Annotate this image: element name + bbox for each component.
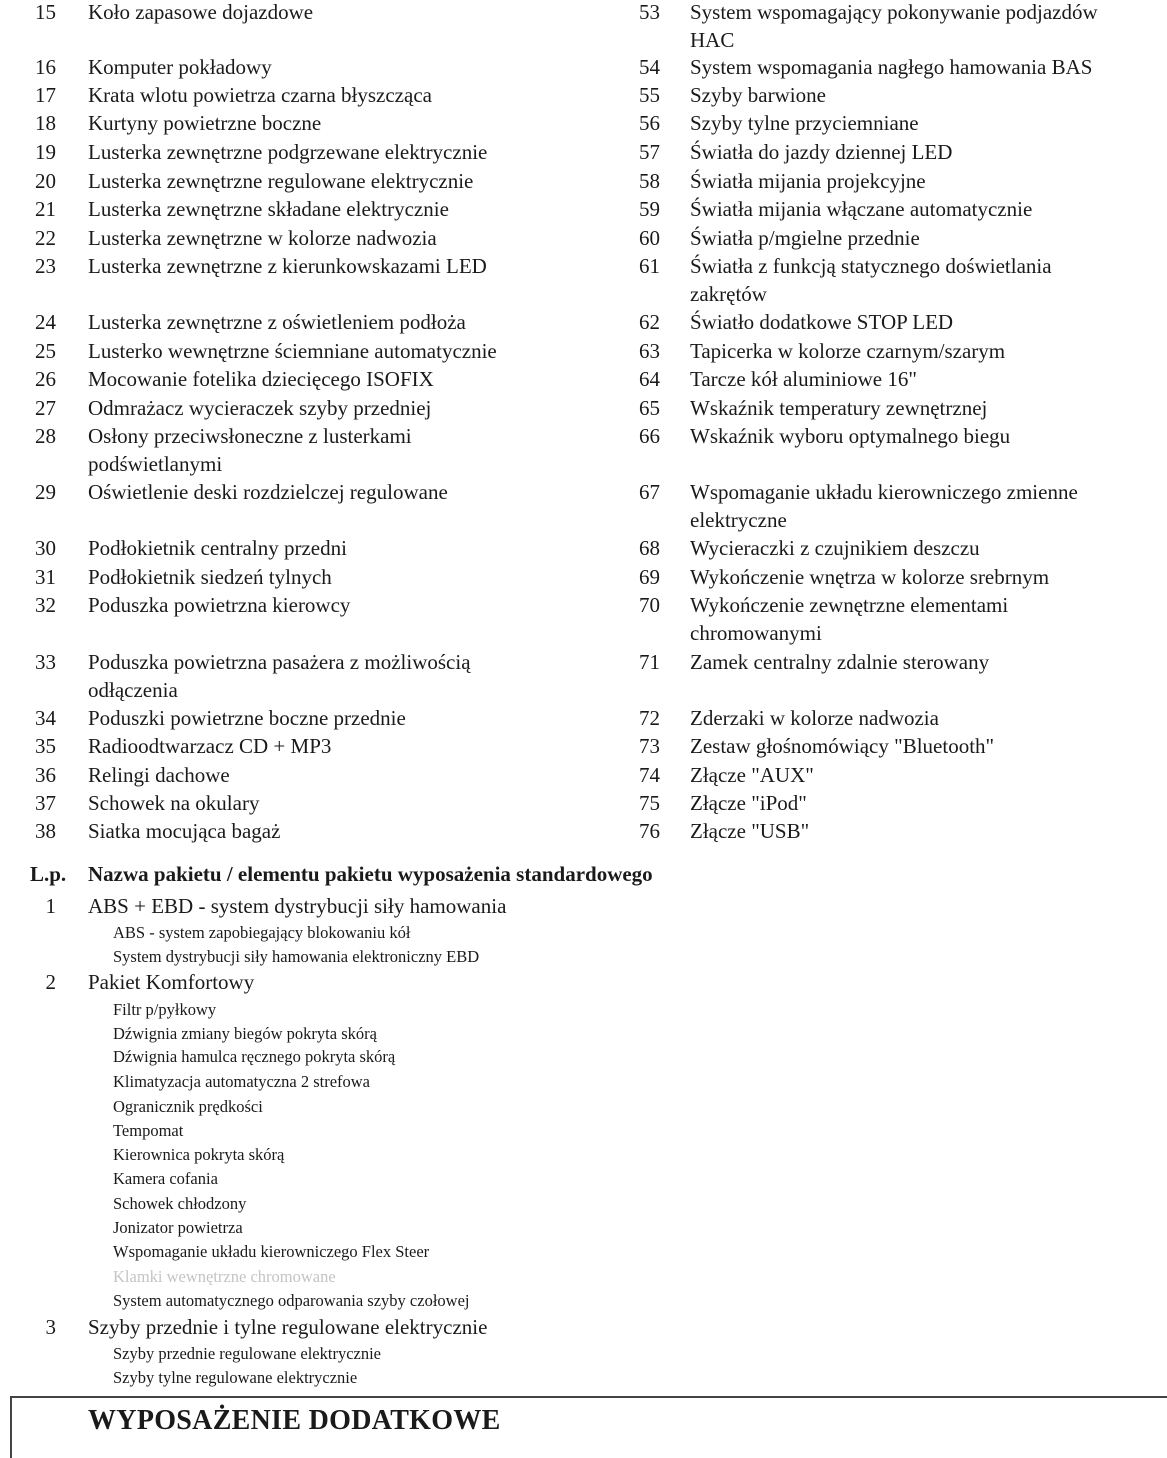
item-number: 53 bbox=[639, 0, 660, 24]
item-number: 21 bbox=[35, 197, 56, 221]
item-text: Lusterka zewnętrzne z kierunkowskazami LED bbox=[88, 254, 487, 278]
package-element: Tempomat bbox=[113, 1121, 184, 1140]
item-number: 33 bbox=[35, 650, 56, 674]
package-name: Szyby przednie i tylne regulowane elektrycznie bbox=[88, 1315, 488, 1339]
item-number: 37 bbox=[35, 791, 56, 815]
item-number: 59 bbox=[639, 197, 660, 221]
item-number: 34 bbox=[35, 706, 56, 730]
item-text: Komputer pokładowy bbox=[88, 55, 272, 79]
item-number: 17 bbox=[35, 83, 56, 107]
item-text: HAC bbox=[690, 28, 735, 52]
item-text: System wspomagania nagłego hamowania BAS bbox=[690, 55, 1093, 79]
item-text: Wskaźnik temperatury zewnętrznej bbox=[690, 396, 988, 420]
item-number: 16 bbox=[35, 55, 56, 79]
item-number: 64 bbox=[639, 367, 660, 391]
item-text: Światła z funkcją statycznego doświetlania bbox=[690, 254, 1052, 278]
item-text: odłączenia bbox=[88, 678, 178, 702]
item-text: Zestaw głośnomówiący "Bluetooth" bbox=[690, 734, 995, 758]
item-number: 76 bbox=[639, 819, 660, 843]
item-text: Wspomaganie układu kierowniczego zmienne bbox=[690, 480, 1078, 504]
item-number: 27 bbox=[35, 396, 56, 420]
item-number: 73 bbox=[639, 734, 660, 758]
item-text: elektryczne bbox=[690, 508, 787, 532]
item-text: Lusterka zewnętrzne z oświetleniem podłoża bbox=[88, 310, 466, 334]
item-text: Światła p/mgielne przednie bbox=[690, 226, 920, 250]
item-text: Koło zapasowe dojazdowe bbox=[88, 0, 314, 24]
item-number: 20 bbox=[35, 169, 56, 193]
item-number: 61 bbox=[639, 254, 660, 278]
item-text: Tarcze kół aluminiowe 16" bbox=[690, 367, 917, 391]
item-number: 58 bbox=[639, 169, 660, 193]
item-text: Radioodtwarzacz CD + MP3 bbox=[88, 734, 332, 758]
item-text: Zamek centralny zdalnie sterowany bbox=[690, 650, 990, 674]
item-number: 70 bbox=[639, 593, 660, 617]
item-text: Podłokietnik centralny przedni bbox=[88, 536, 347, 560]
item-text: Światła do jazdy dziennej LED bbox=[690, 140, 953, 164]
item-number: 71 bbox=[639, 650, 660, 674]
item-number: 72 bbox=[639, 706, 660, 730]
item-number: 75 bbox=[639, 791, 660, 815]
package-element: Ogranicznik prędkości bbox=[113, 1097, 263, 1116]
package-name: ABS + EBD - system dystrybucji siły hamowania bbox=[88, 894, 507, 918]
item-text: Lusterka zewnętrzne regulowane elektrycznie bbox=[88, 169, 474, 193]
item-number: 29 bbox=[35, 480, 56, 504]
item-text: Szyby barwione bbox=[690, 83, 826, 107]
package-element: Szyby przednie regulowane elektrycznie bbox=[113, 1344, 382, 1363]
item-number: 62 bbox=[639, 310, 660, 334]
item-number: 65 bbox=[639, 396, 660, 420]
package-element: Kierownica pokryta skórą bbox=[113, 1145, 285, 1164]
item-text: chromowanymi bbox=[690, 621, 822, 645]
item-number: 26 bbox=[35, 367, 56, 391]
item-text: Światła mijania projekcyjne bbox=[690, 169, 926, 193]
item-text: Osłony przeciwsłoneczne z lusterkami bbox=[88, 424, 412, 448]
item-text: Mocowanie fotelika dziecięcego ISOFIX bbox=[88, 367, 434, 391]
package-number: 3 bbox=[45, 1315, 56, 1339]
item-number: 68 bbox=[639, 536, 660, 560]
item-number: 60 bbox=[639, 226, 660, 250]
package-number: 2 bbox=[45, 970, 56, 994]
item-number: 19 bbox=[35, 140, 56, 164]
item-number: 28 bbox=[35, 424, 56, 448]
package-element: Wspomaganie układu kierowniczego Flex Steer bbox=[113, 1242, 430, 1261]
item-number: 66 bbox=[639, 424, 660, 448]
package-element: ABS - system zapobiegający blokowaniu kół bbox=[113, 923, 411, 942]
item-text: Lusterka zewnętrzne składane elektrycznie bbox=[88, 197, 449, 221]
item-text: Światła mijania włączane automatycznie bbox=[690, 197, 1033, 221]
item-number: 63 bbox=[639, 339, 660, 363]
item-number: 54 bbox=[639, 55, 660, 79]
item-text: Zderzaki w kolorze nadwozia bbox=[690, 706, 939, 730]
item-text: Schowek na okulary bbox=[88, 791, 260, 815]
package-element: Klamki wewnętrzne chromowane bbox=[113, 1267, 336, 1286]
item-number: 55 bbox=[639, 83, 660, 107]
item-number: 15 bbox=[35, 0, 56, 24]
item-number: 38 bbox=[35, 819, 56, 843]
package-name: Pakiet Komfortowy bbox=[88, 970, 255, 994]
item-number: 35 bbox=[35, 734, 56, 758]
item-text: Szyby tylne przyciemniane bbox=[690, 111, 919, 135]
item-text: Poduszki powietrzne boczne przednie bbox=[88, 706, 406, 730]
item-text: Wykończenie wnętrza w kolorze srebrnym bbox=[690, 565, 1050, 589]
item-text: Poduszka powietrzna pasażera z możliwością bbox=[88, 650, 471, 674]
item-number: 74 bbox=[639, 763, 660, 787]
item-number: 69 bbox=[639, 565, 660, 589]
package-element: System dystrybucji siły hamowania elektroniczny EBD bbox=[113, 947, 480, 966]
item-text: Złącze "USB" bbox=[690, 819, 810, 843]
item-text: Lusterka zewnętrzne w kolorze nadwozia bbox=[88, 226, 437, 250]
item-number: 32 bbox=[35, 593, 56, 617]
item-number: 24 bbox=[35, 310, 56, 334]
item-number: 30 bbox=[35, 536, 56, 560]
package-element: Szyby tylne regulowane elektrycznie bbox=[113, 1368, 358, 1387]
item-text: Relingi dachowe bbox=[88, 763, 230, 787]
package-element: Filtr p/pyłkowy bbox=[113, 1000, 217, 1019]
item-number: 25 bbox=[35, 339, 56, 363]
package-element: Klimatyzacja automatyczna 2 strefowa bbox=[113, 1072, 371, 1091]
item-number: 56 bbox=[639, 111, 660, 135]
item-number: 31 bbox=[35, 565, 56, 589]
item-number: 36 bbox=[35, 763, 56, 787]
item-number: 67 bbox=[639, 480, 660, 504]
item-text: Siatka mocująca bagaż bbox=[88, 819, 281, 843]
package-element: Dźwignia zmiany biegów pokryta skórą bbox=[113, 1024, 377, 1043]
package-element: Dźwignia hamulca ręcznego pokryta skórą bbox=[113, 1047, 396, 1066]
item-text: podświetlanymi bbox=[88, 452, 223, 476]
package-element: Schowek chłodzony bbox=[113, 1194, 247, 1213]
item-text: Krata wlotu powietrza czarna błyszcząca bbox=[88, 83, 432, 107]
item-text: Złącze "iPod" bbox=[690, 791, 807, 815]
item-text: Oświetlenie deski rozdzielczej regulowane bbox=[88, 480, 448, 504]
item-text: Odmrażacz wycieraczek szyby przedniej bbox=[88, 396, 432, 420]
item-text: Złącze "AUX" bbox=[690, 763, 814, 787]
item-text: Światło dodatkowe STOP LED bbox=[690, 310, 954, 334]
package-element: Kamera cofania bbox=[113, 1169, 218, 1188]
item-number: 18 bbox=[35, 111, 56, 135]
item-number: 57 bbox=[639, 140, 660, 164]
item-text: Lusterko wewnętrzne ściemniane automatycznie bbox=[88, 339, 497, 363]
item-text: Kurtyny powietrzne boczne bbox=[88, 111, 322, 135]
item-text: Wskaźnik wyboru optymalnego biegu bbox=[690, 424, 1011, 448]
additional-equipment-title: WYPOSAŻENIE DODATKOWE bbox=[88, 1405, 501, 1436]
item-text: Wycieraczki z czujnikiem deszczu bbox=[690, 536, 980, 560]
item-text: System wspomagający pokonywanie podjazdów bbox=[690, 0, 1098, 24]
package-element: Jonizator powietrza bbox=[113, 1218, 243, 1237]
package-number: 1 bbox=[45, 894, 56, 918]
item-text: Wykończenie zewnętrzne elementami bbox=[690, 593, 1009, 617]
package-element: System automatycznego odparowania szyby czołowej bbox=[113, 1291, 470, 1310]
item-text: zakrętów bbox=[690, 282, 767, 306]
item-text: Lusterka zewnętrzne podgrzewane elektrycznie bbox=[88, 140, 488, 164]
item-text: Poduszka powietrzna kierowcy bbox=[88, 593, 351, 617]
header-package-name: Nazwa pakietu / elementu pakietu wyposażenia standardowego bbox=[88, 862, 653, 886]
header-lp: L.p. bbox=[30, 862, 67, 886]
item-number: 22 bbox=[35, 226, 56, 250]
item-number: 23 bbox=[35, 254, 56, 278]
item-text: Podłokietnik siedzeń tylnych bbox=[88, 565, 332, 589]
item-text: Tapicerka w kolorze czarnym/szarym bbox=[690, 339, 1006, 363]
